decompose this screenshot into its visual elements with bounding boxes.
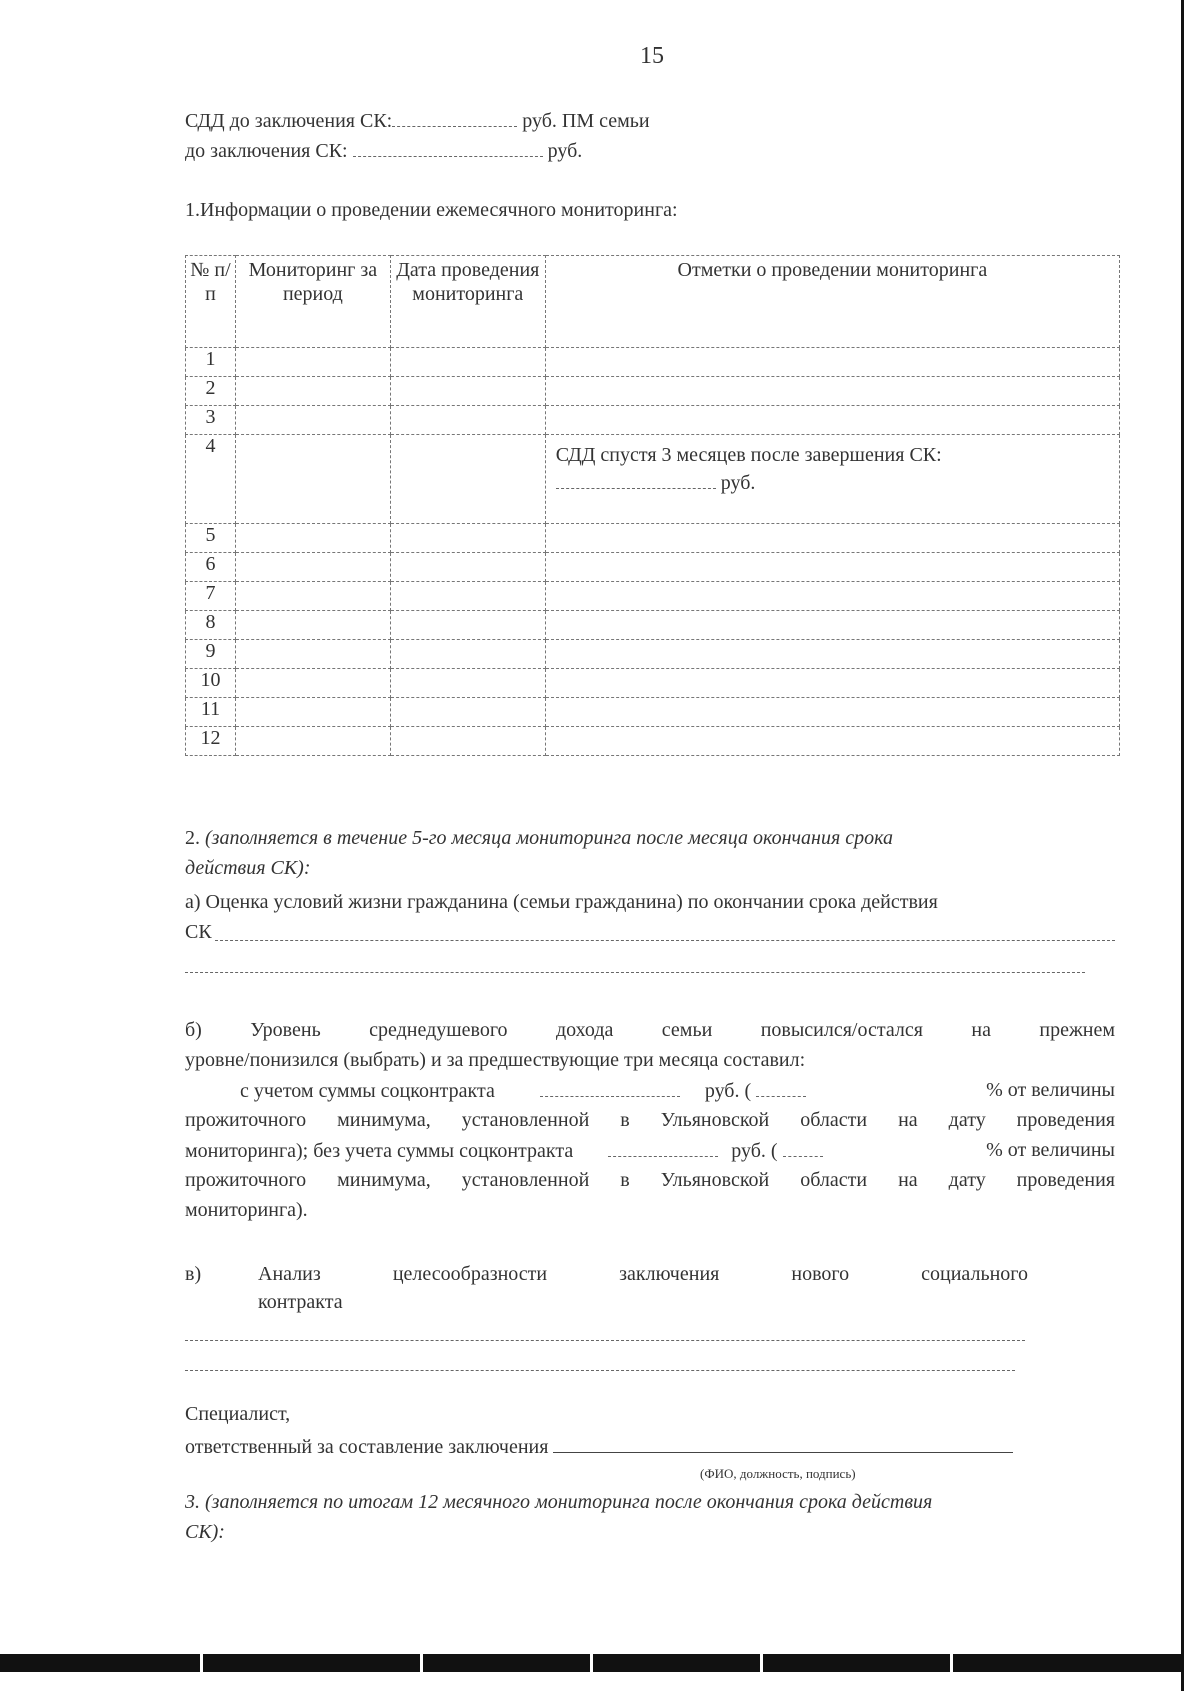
section2b-line4: прожиточного минимума, установленной в Ульяновской области на дату проведения <box>185 1109 1115 1131</box>
row-number: 11 <box>186 698 236 727</box>
period-cell[interactable] <box>235 669 390 698</box>
date-cell[interactable] <box>390 435 545 524</box>
date-cell[interactable] <box>390 348 545 377</box>
row-number: 4 <box>186 435 236 524</box>
page-edge <box>1181 0 1184 1691</box>
row-number: 12 <box>186 727 236 756</box>
notes-cell[interactable] <box>545 727 1119 756</box>
with-contract-percent-field[interactable] <box>756 1078 806 1097</box>
without-contract-percent-label: % от величины <box>986 1139 1115 1161</box>
section2-title-cont: действия СК): <box>185 857 311 879</box>
table-header-row <box>186 256 1120 348</box>
section2-number: 2. <box>185 827 200 849</box>
notes-cell[interactable] <box>545 348 1119 377</box>
specialist-signature-field[interactable] <box>553 1434 1013 1453</box>
row-number: 5 <box>186 524 236 553</box>
specialist-label: Специалист, <box>185 1403 291 1425</box>
header-period: Мониторинг за период <box>235 256 390 348</box>
notes-cell[interactable] <box>545 611 1119 640</box>
with-contract-rub: руб. ( <box>704 1080 752 1102</box>
notes-cell[interactable] <box>545 640 1119 669</box>
period-cell[interactable] <box>235 406 390 435</box>
table-row <box>186 377 1120 406</box>
table-row <box>186 640 1120 669</box>
date-cell[interactable] <box>390 698 545 727</box>
table-row <box>186 698 1120 727</box>
sdd-after-3-months-label: СДД спустя 3 месяцев после завершения СК: <box>555 444 942 466</box>
without-contract-percent-field[interactable] <box>783 1138 823 1157</box>
table-row <box>186 524 1120 553</box>
row-number: 9 <box>186 640 236 669</box>
date-cell[interactable] <box>390 377 545 406</box>
table-row <box>186 348 1120 377</box>
header-line1-text-a: СДД до заключения СК: <box>185 110 393 132</box>
notes-cell[interactable] <box>545 524 1119 553</box>
row-number: 2 <box>186 377 236 406</box>
section2-title-text: (заполняется в течение 5-го месяца мониторинга после месяца окончания срока <box>205 827 893 849</box>
row-number: 10 <box>186 669 236 698</box>
new-contract-analysis-field-1[interactable] <box>185 1340 1025 1341</box>
date-cell[interactable] <box>390 727 545 756</box>
date-cell[interactable] <box>390 640 545 669</box>
row-number: 8 <box>186 611 236 640</box>
period-cell[interactable] <box>235 524 390 553</box>
signature-caption: (ФИО, должность, подпись) <box>700 1466 856 1481</box>
section2v-label: в) <box>185 1263 202 1285</box>
notes-cell[interactable] <box>545 669 1119 698</box>
new-contract-analysis-field-2[interactable] <box>185 1370 1015 1371</box>
date-cell[interactable] <box>390 582 545 611</box>
living-conditions-field-1[interactable] <box>215 940 1115 941</box>
date-cell[interactable] <box>390 524 545 553</box>
section2b-line7: мониторинга). <box>185 1199 308 1221</box>
section2b-line1: б) Уровень среднедушевого дохода семьи повысился/остался на прежнем <box>185 1019 1115 1041</box>
notes-cell[interactable] <box>545 582 1119 611</box>
header-date: Дата проведения мониторинга <box>390 256 545 348</box>
section2v-line2: контракта <box>258 1291 343 1313</box>
specialist-responsible-label: ответственный за составление заключения <box>185 1436 549 1458</box>
without-contract-amount-field[interactable] <box>608 1138 718 1157</box>
row-number: 1 <box>186 348 236 377</box>
date-cell[interactable] <box>390 406 545 435</box>
period-cell[interactable] <box>235 377 390 406</box>
section2b-line6: прожиточного минимума, установленной в Ульяновской области на дату проведения <box>185 1169 1115 1191</box>
header-notes: Отметки о проведении мониторинга <box>545 256 1119 348</box>
row-number: 3 <box>186 406 236 435</box>
sdd-after-3-months-line <box>556 469 1119 497</box>
period-cell[interactable] <box>235 698 390 727</box>
section2b-line5 <box>185 1138 1115 1163</box>
notes-cell[interactable] <box>545 406 1119 435</box>
table-row <box>186 582 1120 611</box>
period-cell[interactable] <box>235 435 390 524</box>
section3-title: 3. (заполняется по итогам 12 месячного мониторинга после окончания срока действия <box>185 1491 933 1513</box>
notes-cell[interactable] <box>545 377 1119 406</box>
monitoring-table <box>185 255 1120 756</box>
period-cell[interactable] <box>235 727 390 756</box>
row-number: 7 <box>186 582 236 611</box>
notes-cell[interactable] <box>545 553 1119 582</box>
table-row <box>186 553 1120 582</box>
without-contract-label: мониторинга); без учета суммы соцконтракта <box>185 1140 574 1162</box>
notes-cell[interactable] <box>545 435 1119 524</box>
section2a-line2: СК <box>185 921 212 943</box>
date-cell[interactable] <box>390 611 545 640</box>
specialist-responsible-line <box>185 1434 1013 1459</box>
date-cell[interactable] <box>390 669 545 698</box>
notes-cell[interactable] <box>545 698 1119 727</box>
with-contract-percent-label: % от величины <box>986 1079 1115 1101</box>
living-conditions-field-2[interactable] <box>185 972 1085 973</box>
with-contract-label: с учетом суммы соцконтракта <box>240 1080 495 1102</box>
sdd-after-3-months-unit: руб. <box>720 472 756 494</box>
period-cell[interactable] <box>235 553 390 582</box>
header-line-2 <box>185 138 582 163</box>
period-cell[interactable] <box>235 582 390 611</box>
header-number: № п/п <box>186 256 236 348</box>
period-cell[interactable] <box>235 640 390 669</box>
section2b-line2: уровне/понизился (выбрать) и за предшествующие три месяца составил: <box>185 1049 806 1071</box>
scan-bottom-bar <box>0 1654 1181 1672</box>
date-cell[interactable] <box>390 553 545 582</box>
header-line2-text-a: до заключения СК: <box>185 140 348 162</box>
with-contract-amount-field[interactable] <box>540 1078 680 1097</box>
section2v-line1: Анализ целесообразности заключения нового социального <box>258 1263 1028 1285</box>
section3-title-cont: СК): <box>185 1521 225 1543</box>
section2a-line1: а) Оценка условий жизни гражданина (семьи гражданина) по окончании срока действия <box>185 891 938 913</box>
page-number: 15 <box>640 43 664 69</box>
section1-title: 1.Информации о проведении ежемесячного мониторинга: <box>185 199 678 221</box>
header-line-1 <box>185 108 650 133</box>
sdd-before-field[interactable] <box>392 108 517 127</box>
section2-title <box>185 826 893 850</box>
table-row <box>186 611 1120 640</box>
period-cell[interactable] <box>235 348 390 377</box>
table-row <box>186 727 1120 756</box>
pm-before-field[interactable] <box>353 138 543 157</box>
sdd-after-3-months-field[interactable] <box>556 470 716 489</box>
header-line2-text-b: руб. <box>547 140 583 162</box>
section2b-line3 <box>240 1078 1115 1103</box>
table-row <box>186 435 1120 524</box>
table-row <box>186 406 1120 435</box>
table-row <box>186 669 1120 698</box>
row-number: 6 <box>186 553 236 582</box>
without-contract-rub: руб. ( <box>731 1140 778 1162</box>
period-cell[interactable] <box>235 611 390 640</box>
header-line1-text-b: руб. ПМ семьи <box>522 110 650 132</box>
